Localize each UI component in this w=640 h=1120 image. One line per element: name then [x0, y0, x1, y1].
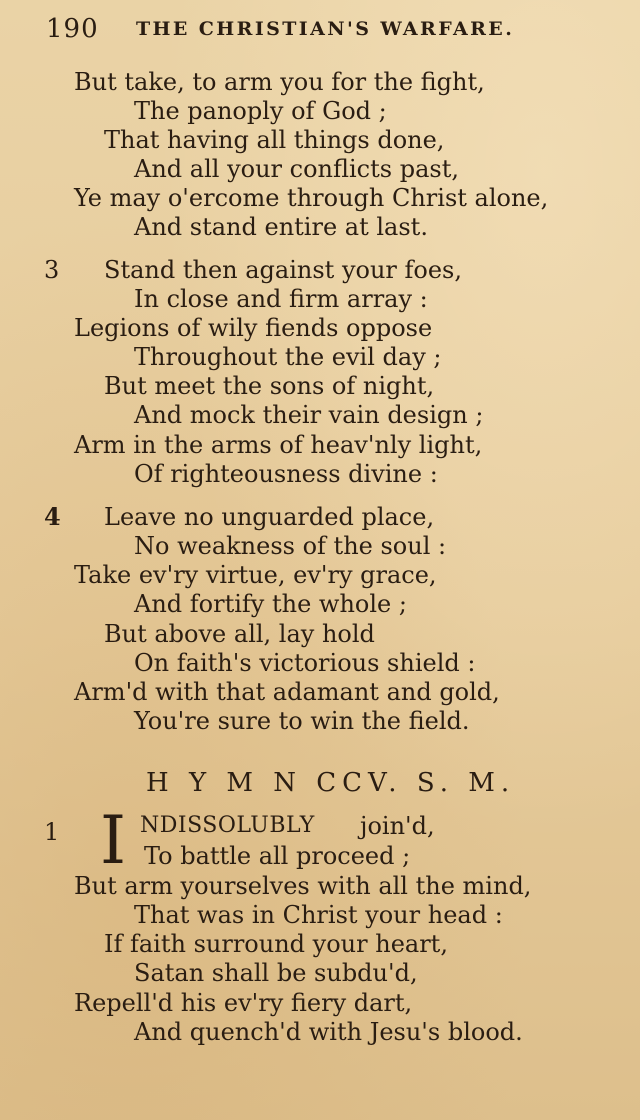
verse-line: And fortify the whole ; [134, 590, 407, 618]
verse-line: In close and firm array : [134, 285, 428, 313]
verse-line: No weakness of the soul : [134, 532, 447, 560]
verse-line: Leave no unguarded place, [104, 503, 435, 531]
verse-line: And quench'd with Jesu's blood. [134, 1018, 523, 1046]
verse-line: And stand entire at last. [134, 213, 428, 241]
verse-line: And mock their vain design ; [134, 401, 484, 429]
verse-line: Arm'd with that adamant and gold, [74, 678, 500, 706]
verse-line: You're sure to win the field. [134, 707, 470, 735]
hymn-title: H Y M N CCV. S. M. [146, 768, 516, 798]
verse-line: Stand then against your foes, [104, 256, 462, 284]
verse-line: And all your conflicts past, [134, 155, 459, 183]
stanza-number: 3 [44, 256, 60, 284]
verse-line: On faith's victorious shield : [134, 649, 476, 677]
verse-line: To battle all proceed ; [144, 842, 411, 870]
verse-line: Throughout the evil day ; [134, 343, 442, 371]
stanza-number: 4 [44, 502, 61, 531]
verse-line: Satan shall be subdu'd, [134, 959, 418, 987]
verse-line: But meet the sons of night, [104, 372, 435, 400]
running-head: THE CHRISTIAN'S WARFARE. [136, 18, 515, 40]
verse-line: Of righteousness divine : [134, 460, 438, 488]
verse-line: Take ev'ry virtue, ev'ry grace, [74, 561, 437, 589]
stanza-number: 1 [44, 818, 60, 846]
verse-line: That having all things done, [104, 126, 445, 154]
verse-line: The panoply of God ; [134, 97, 387, 125]
drop-cap: I [100, 802, 127, 879]
verse-line: But arm yourselves with all the mind, [74, 872, 532, 900]
verse-line: join'd, [360, 812, 435, 840]
verse-line: But take, to arm you for the fight, [74, 68, 485, 96]
verse-line: Legions of wily fiends oppose [74, 314, 433, 342]
verse-line: Repell'd his ev'ry fiery dart, [74, 989, 413, 1017]
verse-line: Arm in the arms of heav'nly light, [74, 431, 483, 459]
verse-line: But above all, lay hold [104, 620, 375, 648]
page-number: 190 [46, 14, 99, 44]
verse-line: That was in Christ your head : [134, 901, 503, 929]
verse-line: Ye may o'ercome through Christ alone, [74, 184, 549, 212]
page-header [46, 14, 610, 48]
verse-line: If faith surround your heart, [104, 930, 448, 958]
first-word: NDISSOLUBLY [140, 813, 315, 838]
